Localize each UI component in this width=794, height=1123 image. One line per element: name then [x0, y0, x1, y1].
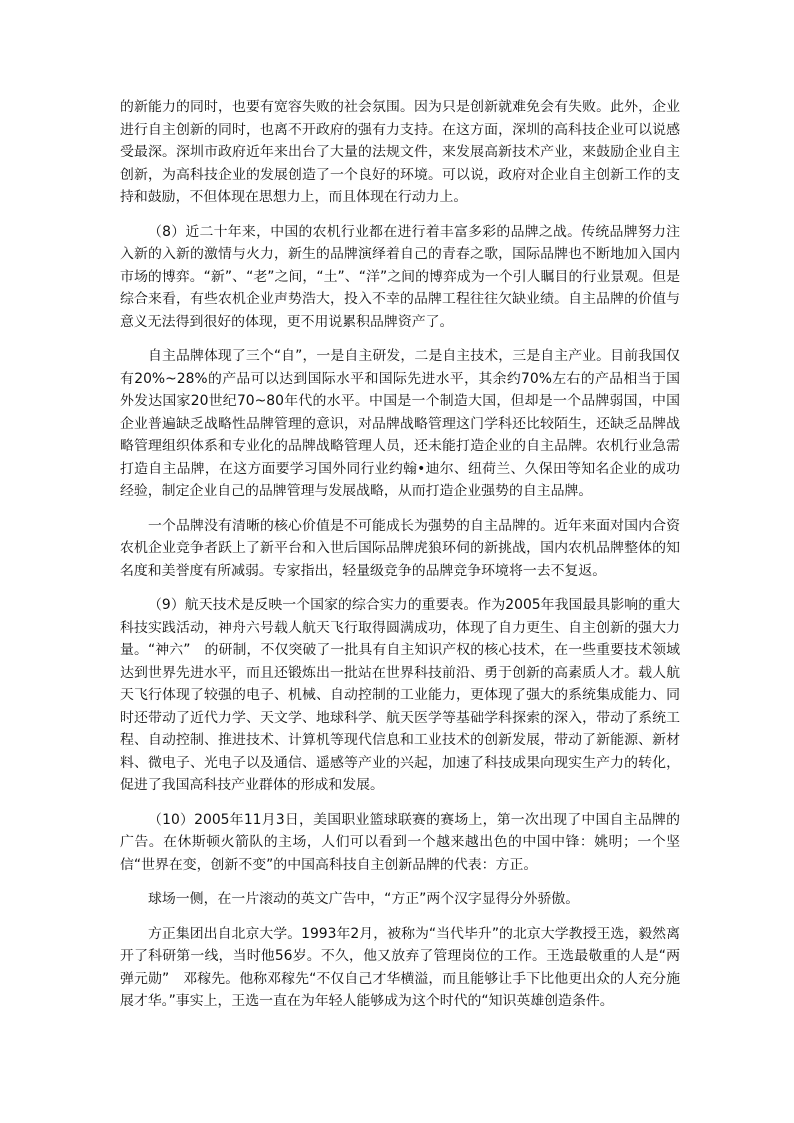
paragraph-innovation-government-support: 的新能力的同时，也要有宽容失败的社会氛围。因为只是创新就难免会有失败。此外，企业进行自主创新的同时，也离不开政府的强有力支持。在这方面，深圳的高科技企业可以说感受最深。深圳市政府近年来出台了大量的法规文件，来发展高新技术产业，来鼓励企业自主创新，为高科技企业的发展创造了一个良好的环境。可以说，政府对企业自主创新工作的支持和鼓励，不但体现在思想力上，而且体现在行动力上。 [120, 99, 680, 205]
document-body [120, 96, 680, 1025]
paragraph-core-brand-value: 一个品牌没有清晰的核心价值是不可能成长为强势的自主品牌的。近年来面对国内合资农机企业竞争者跃上了新平台和入世后国际品牌虎狼环伺的新挑战，国内农机品牌整体的知名度和美誉度有所减弱。专家指出，轻量级竞争的品牌竞争环境将一去不复返。 [120, 517, 680, 579]
paragraph-nba-founder-ad: （10）2005年11月3日，美国职业篮球联赛的赛场上，第一次出现了中国自主品牌的广告。在休斯顿火箭队的主场，人们可以看到一个越来越出色的中国中锋：姚明；一个坚信“世界在变，创新不变”的中国高科技自主创新品牌的代表：方正。 [120, 811, 680, 873]
paragraph-three-autonomies: 自主品牌体现了三个“自”，一是自主研发，二是自主技术，三是自主产业。目前我国仅有20%~28%的产品可以达到国际水平和国际先进水平，其余约70%左右的产品相当于国外发达国家20世纪70~80年代的水平。中国是一个制造大国，但却是一个品牌弱国，中国企业普遍缺乏战略性品牌管理的意识，对品牌战略管理这门学科还比较陌生，还缺乏品牌战略管理组织体系和专业化的品牌战略管理人员，还未能打造企业的自主品牌。农机行业急需打造自主品牌，在这方面要学习国外同行业约翰•迪尔、纽荷兰、久保田等知名企业的成功经验，制定企业自己的品牌管理与发展战略，从而打造企业强势的自主品牌。 [120, 348, 680, 499]
paragraph-founder-chinese-characters: 球场一侧，在一片滚动的英文广告中，“方正”两个汉字显得分外骄傲。 [148, 891, 580, 907]
paragraph-aerospace-technology: （9）航天技术是反映一个国家的综合实力的重要表。作为2005年我国最具影响的重大科技实践活动，神舟六号载人航天飞行取得圆满成功，体现了自力更生、自主创新的强大力量。“神六” 的研制，不仅突破了一批具有自主知识产权的核心技术，在一些重要技术领域达到世界先进水平，而且还锻炼出一批站在世界科技前沿、勇于创新的高素质人才。载人航天飞行体现了较强的电子、机械、自动控制的工业能力，更体现了强大的系统集成能力、同时还带动了近代力学、天文学、地球科学、航天医学等基础学科探索的深入，带动了系统工程、自动控制、推进技术、计算机等现代信息和工业技术的创新发展，带动了新能源、新材料、微电子、光电子以及通信、遥感等产业的兴起，加速了科技成果向现实生产力的转化，促进了我国高科技产业群体的形成和发展。 [120, 597, 680, 793]
paragraph-founder-group-wang-xuan: 方正集团出自北京大学。1993年2月，被称为“当代毕升”的北京大学教授王选，毅然离开了科研第一线，当时他56岁。不久，他又放弃了管理岗位的工作。王选最敬重的人是“两弹元勋” 邓稼先。他称邓稼先“不仅自己才华横溢，而且能够让手下比他更出众的人充分施展才华。”事实上，王选一直在为年轻人能够成为这个时代的“知识英雄创造条件。 [120, 925, 680, 1009]
paragraph-agricultural-machinery-brands: （8）近二十年来，中国的农机行业都在进行着丰富多彩的品牌之战。传统品牌努力注入新的入新的激情与火力，新生的品牌演绎着自己的青春之歌，国际品牌也不断地加入国内市场的博弈。“新”、“老”之间，“土”、“洋”之间的博弈成为一个引人瞩目的行业景观。但是综合来看，有些农机企业声势浩大，投入不幸的品牌工程往往欠缺业绩。自主品牌的价值与意义无法得到很好的体现，更不用说累积品牌资产了。 [120, 223, 680, 330]
